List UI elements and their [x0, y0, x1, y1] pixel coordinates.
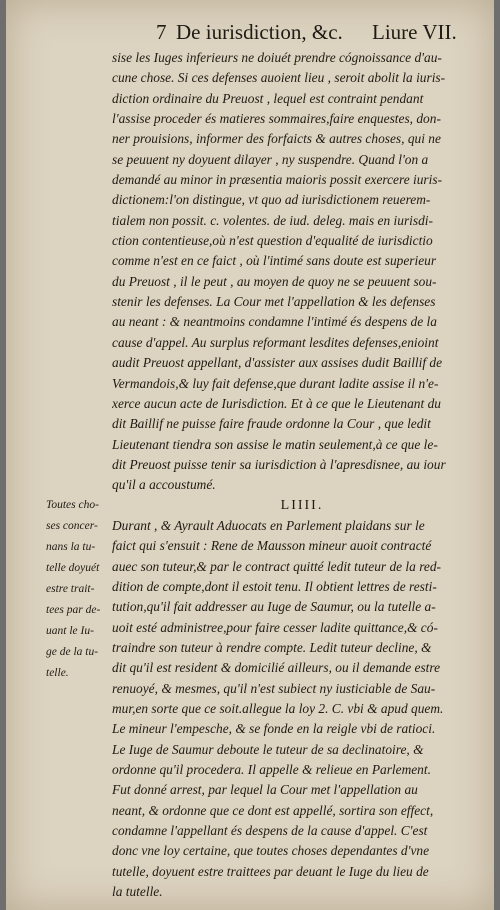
text-line: Le Iuge de Saumur deboute le tuteur de sa declinatoire, &: [112, 741, 424, 757]
margin-note: [46, 495, 112, 684]
text-line: mur,en sorte que ce soit.allegue la loy 2. C. vbi & apud quem.: [112, 701, 444, 716]
text-line: tutelle, doyuent estre traittees par deuant le Iuge du lieu de: [112, 863, 429, 879]
margin-note-line: Toutes cho-: [46, 499, 99, 511]
text-line: tialem non possit. c. volentes. de iud. deleg. mais en iurisdi-: [112, 212, 433, 228]
margin-note-line: telle doyuét: [46, 562, 100, 574]
text-line: tution,qu'il fait addresser au Iuge de Saumur, ou la tutelle a-: [112, 599, 436, 615]
margin-note-line: tees par de-: [46, 604, 101, 616]
text-line: faict qui s'ensuit : Rene de Mausson mineur auoit contracté: [112, 538, 432, 554]
margin-note-line: nans la tu-: [46, 541, 96, 553]
running-head: [156, 20, 476, 45]
text-line: neant, & ordonne que ce dont est appellé, sortira son effect,: [112, 802, 434, 818]
margin-note-line: ses concer-: [46, 520, 98, 532]
text-line: ner prouisions, informer des forfaicts & autres choses, qui ne: [112, 131, 441, 147]
text-line: ction contentieuse,où n'est question d'equalité de iurisdictio: [112, 233, 433, 249]
text-line: audit Preuost appellant, d'assister aux assises dudit Baillif de: [112, 355, 443, 371]
text-line: qu'il a accoustumé.: [112, 477, 216, 493]
text-line: l'assise proceder és matieres sommaires,faire enquestes, don-: [112, 111, 441, 127]
margin-note-line: ge de la tu-: [46, 646, 99, 658]
text-line: traindre son tuteur à rendre compte. Ledit tuteur decline, &: [112, 639, 432, 655]
text-line: au neant : & neantmoins condamne l'intimé és despens de la: [112, 314, 437, 330]
text-line: diction ordinaire du Preuost , lequel est contraint pendant: [112, 90, 424, 106]
text-line: dit Preuost puisse tenir sa iurisdiction à l'apresdisnee, au iour: [112, 456, 446, 472]
text-line: sise les Iuges inferieurs ne doiuét prendre cógnoissance d'au-: [112, 50, 442, 65]
text-line: ordonne qu'il procedera. Il appelle & relieue en Parlement.: [112, 762, 431, 778]
text-line: condamne l'appellant és despens de la cause d'appel. C'est: [112, 823, 428, 839]
text-line: cune chose. Si ces defenses auoient lieu , seroit abolit la iuris-: [112, 70, 446, 86]
text-line: Vermandois,& luy fait defense,que durant ladite assise il n'e-: [112, 375, 439, 391]
text-line: uoit esté administree,pour faire cesser ladite quittance,& có-: [112, 619, 438, 635]
text-line: Fut donné arrest, par lequel la Cour met l'appellation au: [112, 782, 418, 798]
main-text: [112, 48, 492, 902]
text-line: dition de compte,dont il estoit tenu. Il obtient lettres de resti-: [112, 578, 437, 594]
text-line: xerce aucun acte de Iurisdiction. Et à ce que le Lieutenant du: [112, 395, 441, 411]
text-line: dit qu'il est resident & domicilié ailleurs, ou il demande estre: [112, 660, 441, 676]
book-page: [6, 0, 494, 910]
text-line: demandé au minor in præsentia maioris possit exercere iuris-: [112, 172, 443, 188]
text-line: stenir les defenses. La Cour met l'appellation & les defenses: [112, 294, 436, 310]
text-line: Lieutenant tiendra son assise le matin seulement,à ce que le-: [112, 436, 438, 452]
text-line: renuoyé, & mesmes, qu'il n'est subiect ny iusticiable de Sau-: [112, 680, 436, 696]
margin-note-line: telle.: [46, 667, 69, 679]
margin-note-line: estre trait-: [46, 583, 95, 595]
page-number: 7: [156, 20, 167, 44]
text-line: cause d'appel. Au surplus reformant lesdites defenses,enioint: [112, 334, 439, 350]
text-line: comme n'est en ce faict , où l'intimé sans doute est superieur: [112, 253, 437, 269]
text-line: du Preuost , il le peut , au moyen de quoy ne se peuuent sou-: [112, 273, 437, 289]
text-line: Durant , & Ayrault Aduocats en Parlement plaidans sur le: [112, 517, 425, 533]
book-label: Liure VII.: [372, 20, 457, 44]
margin-note-line: uant le Iu-: [46, 625, 94, 637]
text-line: Le mineur l'empesche, & se fonde en la reigle vbi de ratioci.: [112, 721, 436, 737]
text-line: se peuuent ny doyuent dilayer , ny suspendre. Quand l'on a: [112, 151, 429, 167]
text-line: auec son tuteur,& par le contract quitté ledit tuteur de la red-: [112, 558, 442, 574]
section-heading: LIIII.: [280, 497, 324, 513]
running-title: De iurisdiction, &c.: [176, 20, 343, 44]
text-line: dit Baillif ne puisse faire fraude ordonne la Cour , que ledit: [112, 416, 431, 432]
text-line: dictionem:l'on distingue, vt quo ad iurisdictionem reuerem-: [112, 192, 431, 208]
text-line: donc vne loy certaine, que toutes choses dependantes d'vne: [112, 843, 430, 859]
text-line: la tutelle.: [112, 884, 163, 900]
